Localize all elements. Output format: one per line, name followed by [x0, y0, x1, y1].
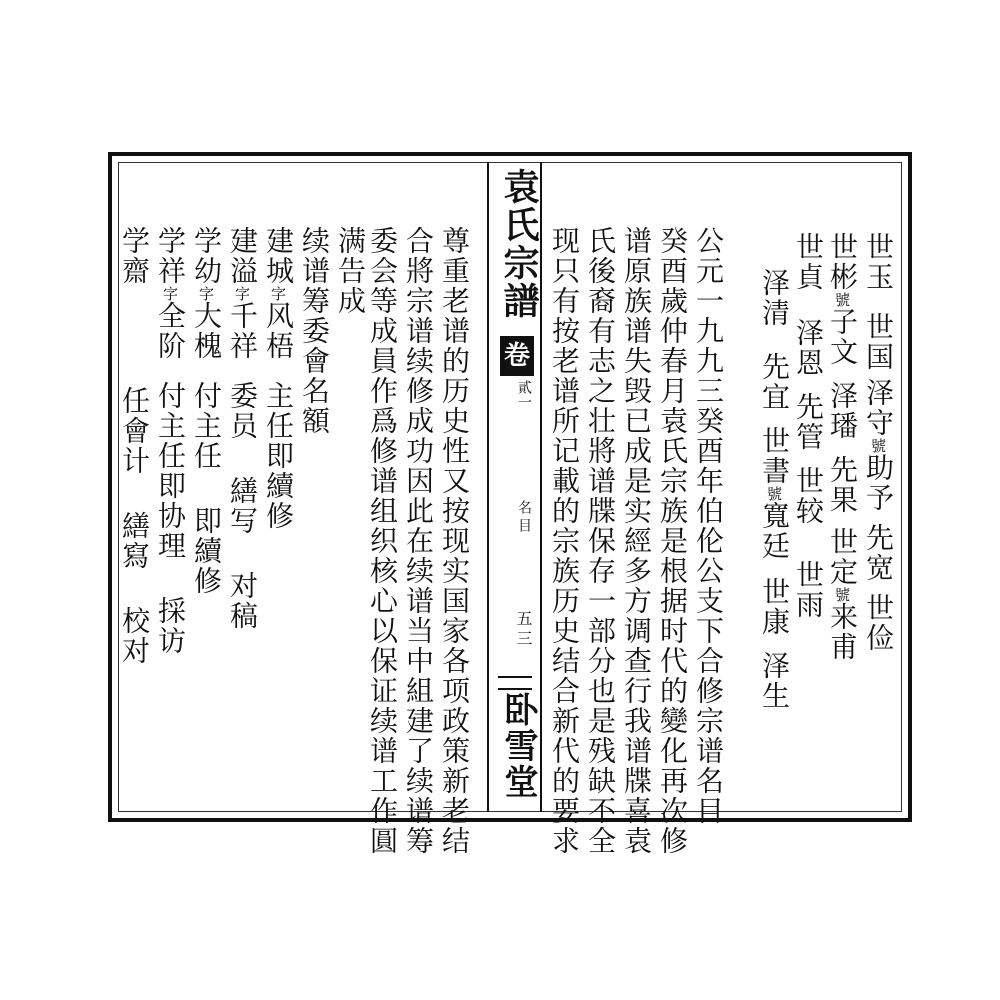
body-line-4: 满告成 — [334, 226, 367, 316]
committee-title: 续谱筹委會名額 — [298, 226, 331, 436]
name-entry: 世康 — [758, 577, 791, 637]
name-entry: 世俭 — [862, 593, 895, 653]
member-entry-3 — [190, 226, 222, 596]
name-entry: 先管 — [792, 392, 825, 452]
preface-line-4: 氏後裔有志之壮將谱牒保存一部分也是残缺不全 — [584, 226, 617, 856]
hao-mark: 號 — [833, 587, 851, 602]
member-zi: 大槐 — [190, 301, 223, 361]
volume-number: 貳一 — [516, 380, 532, 410]
member-entry-1 — [262, 226, 294, 531]
name-entry: 世彬 — [826, 232, 859, 292]
genealogy-title: 袁氏宗譜 — [498, 168, 540, 320]
name-entry: 泽守 — [862, 378, 895, 438]
section-name: 名目 — [516, 500, 532, 536]
member-entry-5 — [118, 226, 150, 666]
member-name: 学祥 — [154, 226, 187, 286]
member-name: 学幼 — [190, 226, 223, 286]
name-entry: 世雨 — [792, 560, 825, 620]
zi-mark: 字 — [161, 286, 179, 301]
name-entry: 泽恩 — [792, 318, 825, 378]
name-column-1 — [862, 232, 894, 653]
body-line-3: 委会等成員作爲修谱组织核心以保证续谱工作圓 — [366, 226, 399, 856]
member-zi: 全阶 — [154, 301, 187, 361]
name-column-3 — [792, 232, 824, 620]
member-name: 建城 — [262, 226, 295, 286]
member-role: 委员 繕写 对稿 — [226, 381, 259, 631]
preface-line-1: 公元一九九三癸酉年伯伦公支下合修宗谱名目 — [692, 226, 725, 826]
hall-name: 卧雪堂 — [498, 692, 538, 800]
member-entry-4 — [154, 226, 186, 656]
preface-line-5: 现只有按老谱所记載的宗族历史结合新代的要求 — [548, 226, 581, 856]
hao-mark: 號 — [765, 486, 783, 501]
zi-mark: 字 — [233, 286, 251, 301]
member-entry-2 — [226, 226, 258, 631]
name-entry: 泽璠 — [826, 381, 859, 441]
spine-rule-left — [487, 162, 489, 812]
zi-mark: 字 — [197, 286, 215, 301]
member-name: 学齋 — [118, 226, 151, 286]
name-entry: 世定 — [826, 527, 859, 587]
name-entry: 泽生 — [758, 651, 791, 711]
name-entry: 先果 — [826, 455, 859, 515]
name-entry: 世玉 — [862, 232, 895, 292]
hao-mark: 號 — [869, 438, 887, 453]
page-number: 五三 — [514, 610, 533, 650]
member-role: 主任即續修 — [262, 381, 295, 531]
fishtail-mark — [498, 676, 532, 690]
name-entry: 来甫 — [826, 602, 859, 662]
body-line-1: 尊重老谱的历史性又按现实国家各项政策新老结 — [438, 226, 471, 856]
hao-mark: 號 — [833, 292, 851, 307]
preface-line-3: 谱原族谱失毁已成是实經多方调查行我谱牒喜袁 — [620, 226, 653, 856]
name-entry: 先宜 — [758, 352, 791, 412]
name-entry: 泽清 — [758, 268, 791, 328]
name-column-2 — [826, 232, 858, 662]
member-zi: 千祥 — [226, 301, 259, 361]
preface-line-2: 癸酉歲仲春月袁氏宗族是根据时代的變化再次修 — [656, 226, 689, 856]
juan-marker: 卷 — [500, 336, 534, 376]
name-entry: 子文 — [826, 307, 859, 367]
member-name: 建溢 — [226, 226, 259, 286]
name-entry: 先宽 — [862, 523, 895, 583]
name-entry: 助予 — [862, 453, 895, 513]
name-entry: 世貞 — [792, 232, 825, 292]
name-entry: 世较 — [792, 466, 825, 526]
member-role: 付主任即协理 採访 — [154, 381, 187, 656]
zi-mark: 字 — [269, 286, 287, 301]
member-zi: 风梧 — [262, 301, 295, 361]
name-entry: 世書 — [758, 426, 791, 486]
body-line-2: 合將宗谱续修成功因此在续谱当中組建了续谱筹 — [402, 226, 435, 856]
name-entry: 寬廷 — [758, 501, 791, 561]
name-column-4 — [758, 268, 790, 711]
member-role: 付主任 即續修 — [190, 381, 223, 596]
name-entry: 世国 — [862, 312, 895, 372]
member-role: 任會计 繕寫 校对 — [118, 386, 151, 666]
